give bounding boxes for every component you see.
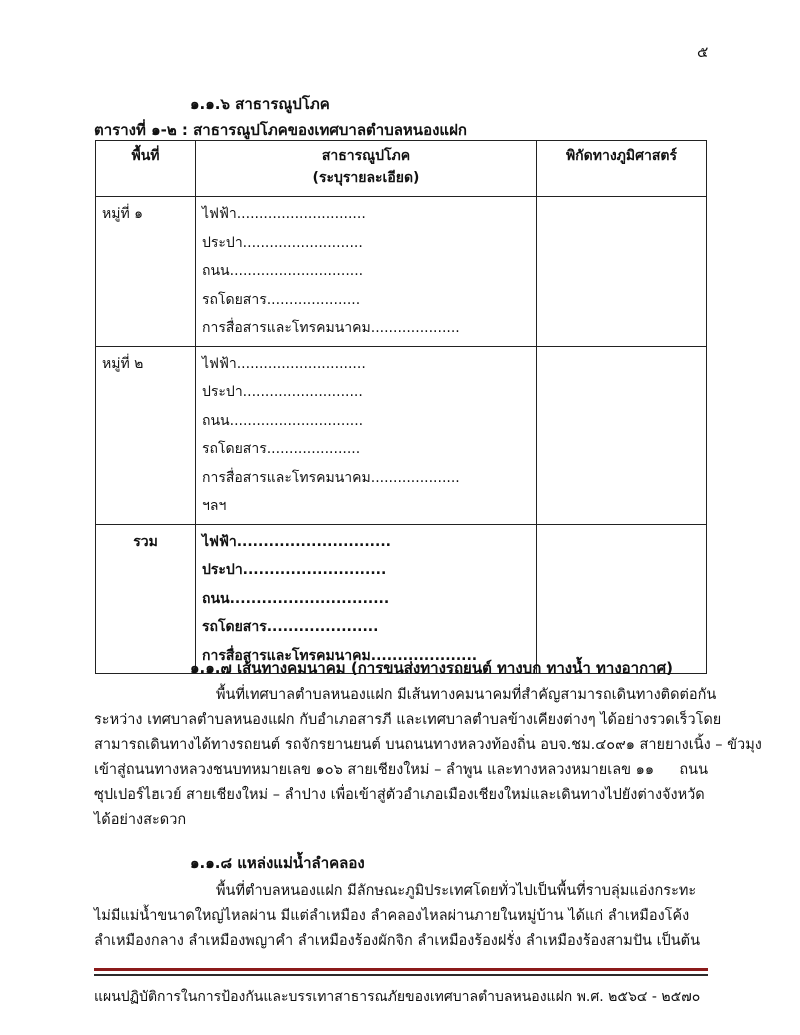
header-utility (196, 141, 537, 197)
utility-list (196, 197, 537, 347)
table-row-village-2 (96, 346, 707, 524)
coordinates-cell (537, 524, 707, 674)
utility-table (95, 140, 707, 674)
section-heading-116: ๑.๑.๖ สาธารณูปโภค (190, 95, 330, 113)
footer-rule-bottom (94, 974, 708, 976)
table-row-village-1 (96, 197, 707, 347)
header-utility-subtitle: (ระบุรายละเอียด) (312, 170, 420, 186)
paragraph-line (94, 758, 708, 783)
utility-item: ถนน.............................. (202, 412, 364, 429)
utility-item: ประปา........................... (202, 562, 387, 578)
area-cell: หมู่ที่ ๒ (96, 346, 196, 524)
table-row-total (96, 524, 707, 674)
utility-list (196, 524, 537, 674)
header-coordinates: พิกัดทางภูมิศาสตร์ (537, 141, 707, 197)
paragraph-segment: เข้าสู่ถนนทางหลวงชนบทหมายเลข ๑๐๖ สายเชียงใหม่ – ลำพูน และทางหลวงหมายเลข ๑๑ (94, 762, 655, 778)
utility-item: ประปา........................... (202, 384, 363, 400)
coordinates-cell (537, 197, 707, 347)
utility-item: ประปา........................... (202, 234, 363, 251)
section-heading-118: ๑.๑.๘ แหล่งแม่น้ำลำคลอง (190, 854, 365, 872)
paragraph-segment: โดย (695, 712, 722, 728)
paragraph-line: พื้นที่เทศบาลตำบลหนองแฝก มีเส้นทางคมนาคมที่สำคัญสามารถเดินทางติดต่อกัน (216, 687, 717, 703)
utility-item: การสื่อสารและโทรคมนาคม.................... (202, 647, 478, 664)
section-heading-117: ๑.๑.๗ เส้นทางคมนาคม (การขนส่งทางรถยนต์ ทางบก ทางน้ำ ทางอากาศ) (190, 659, 673, 677)
utility-item: ฯลฯ (202, 498, 227, 514)
paragraph-line: ลำเหมืองกลาง ลำเหมืองพญาคำ ลำเหมืองร้องผักจิก ลำเหมืองร้องฝรั่ง ลำเหมืองร้องสามปัน เป็นต้น (94, 933, 700, 949)
paragraph-line: ไม่มีแม่น้ำขนาดใหญ่ไหลผ่าน มีแต่ลำเหมือง ลำคลองไหลผ่านภายในหมู่บ้าน ได้แก่ ลำเหมืองโค้ง (94, 908, 690, 924)
paragraph-segment: ระหว่าง เทศบาลตำบลหนองแฝก กับอำเภอสารภี และเทศบาลตำบลข้างเคียงต่างๆ ได้อย่างรวดเร็ว (94, 712, 696, 728)
area-cell-total: รวม (96, 524, 196, 674)
paragraph-segment: ถนน (679, 762, 708, 778)
utility-item: ไฟฟ้า............................. (202, 533, 391, 550)
paragraph-line: ได้อย่างสะดวก (94, 812, 187, 828)
table-caption: ตารางที่ ๑-๒ : สาธารณูปโภคของเทศบาลตำบลหนองแฝก (94, 121, 467, 139)
footer-rule-top (94, 968, 708, 971)
page-number: ๕ (697, 43, 709, 61)
paragraph-line: สามารถเดินทางได้ทางรถยนต์ รถจักรยานยนต์ บนถนนทางหลวงท้องถิ่น อบจ.ชม.๔๐๙๑ สายยางเนิ้ง – ขัวมุง (94, 737, 762, 753)
footer-text: แผนปฏิบัติการในการป้องกันและบรรเทาสาธารณภัยของเทศบาลตำบลหนองแฝก พ.ศ. ๒๕๖๔ - ๒๕๗๐ (94, 989, 701, 1005)
utility-item: การสื่อสารและโทรคมนาคม.................... (202, 320, 460, 336)
table-header-row (96, 141, 707, 197)
paragraph-line: พื้นที่ตำบลหนองแฝก มีลักษณะภูมิประเทศโดยทั่วไปเป็นพื้นที่ราบลุ่มแอ่งกระทะ (216, 883, 697, 899)
waterways-paragraph (94, 879, 708, 954)
paragraph-line (94, 708, 722, 733)
utility-item: รถโดยสาร..................... (202, 441, 361, 457)
utility-item: ถนน.............................. (202, 263, 364, 279)
utility-item: ไฟฟ้า............................. (202, 206, 366, 222)
header-area: พื้นที่ (96, 141, 196, 197)
paragraph-line: ซุปเปอร์ไฮเวย์ สายเชียงใหม่ – ลำปาง เพื่อเข้าสู่ตัวอำเภอเมืองเชียงใหม่และเดินทางไปยังต่างจังหวัด (94, 787, 705, 803)
utility-item: ไฟฟ้า............................. (202, 355, 366, 372)
header-utility-title: สาธารณูปโภค (321, 148, 411, 164)
utility-list (196, 346, 537, 524)
area-cell: หมู่ที่ ๑ (96, 197, 196, 347)
utility-item: รถโดยสาร..................... (202, 619, 379, 635)
utility-item: การสื่อสารและโทรคมนาคม.................... (202, 469, 460, 486)
utility-item: ถนน.............................. (202, 590, 390, 607)
coordinates-cell (537, 346, 707, 524)
transport-paragraph (94, 683, 762, 833)
utility-item: รถโดยสาร..................... (202, 291, 361, 308)
